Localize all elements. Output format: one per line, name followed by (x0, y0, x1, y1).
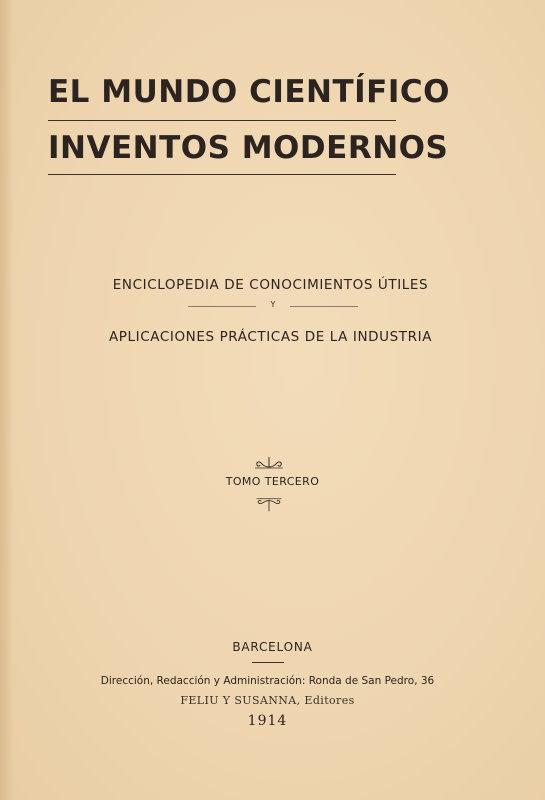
imprint-address: Dirección, Redacción y Administración: Ronda de San Pedro, 36 (100, 675, 435, 687)
imprint-year: 1914 (247, 713, 288, 729)
imprint-rule (252, 662, 284, 663)
flourish-ornament-icon (252, 455, 286, 471)
main-title-line-2: INVENTOS MODERNOS (48, 130, 449, 166)
divider-line-right (290, 306, 358, 307)
subtitle-line-1: ENCICLOPEDIA DE CONOCIMIENTOS ÚTILES (112, 277, 429, 293)
main-title-line-1: EL MUNDO CIENTÍFICO (48, 74, 450, 110)
subtitle-conjunction-divider (188, 300, 358, 312)
title-rule-top (48, 120, 396, 121)
subtitle-line-2: APLICACIONES PRÁCTICAS DE LA INDUSTRIA (108, 329, 433, 345)
subtitle-conjunction: Y (270, 300, 276, 309)
imprint-city: BARCELONA (232, 640, 313, 654)
flourish-ornament-icon (252, 497, 286, 513)
volume-label: TOMO TERCERO (225, 475, 320, 488)
imprint-publisher: FELIU Y SUSANNA, Editores (180, 694, 355, 707)
title-rule-bottom (48, 174, 396, 175)
